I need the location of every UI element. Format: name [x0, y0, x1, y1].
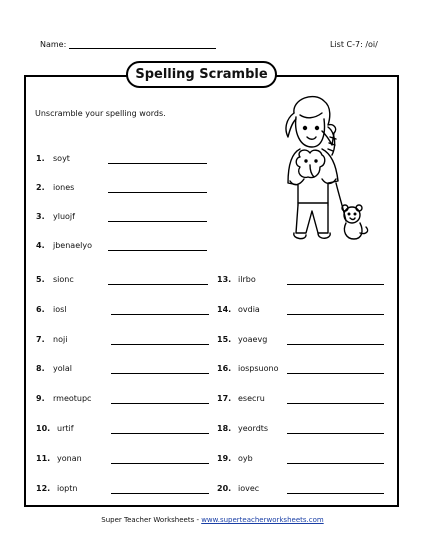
scrambled-word: rmeotupc: [53, 394, 92, 403]
answer-line[interactable]: [287, 373, 384, 374]
answer-line[interactable]: [111, 344, 209, 345]
name-label: Name:: [40, 40, 67, 49]
scramble-item-6: [36, 305, 211, 317]
scrambled-word: iovec: [238, 484, 260, 493]
answer-line[interactable]: [287, 284, 384, 285]
footer-prefix: Super Teacher Worksheets -: [101, 516, 202, 524]
scramble-item-4: [36, 241, 211, 253]
instructions: Unscramble your spelling words.: [35, 109, 166, 118]
answer-line[interactable]: [108, 221, 207, 222]
footer: [0, 516, 425, 524]
scrambled-word: ilrbo: [238, 275, 256, 284]
item-number: 6.: [36, 305, 45, 314]
scrambled-word: iosl: [53, 305, 67, 314]
scramble-item-19: [217, 454, 387, 466]
scrambled-word: yolal: [53, 364, 72, 373]
item-number: 4.: [36, 241, 45, 250]
scramble-item-2: [36, 183, 211, 195]
answer-line[interactable]: [287, 463, 384, 464]
girl-holding-toys-icon: [266, 93, 374, 250]
item-number: 12.: [36, 484, 51, 493]
answer-line[interactable]: [108, 192, 207, 193]
scrambled-word: urtif: [57, 424, 74, 433]
answer-line[interactable]: [108, 163, 207, 164]
item-number: 13.: [217, 275, 232, 284]
title-text: Spelling Scramble: [135, 67, 268, 82]
item-number: 15.: [217, 335, 232, 344]
scrambled-word: ioptn: [57, 484, 78, 493]
scrambled-word: yonan: [57, 454, 82, 463]
item-number: 3.: [36, 212, 45, 221]
scrambled-word: yeordts: [238, 424, 269, 433]
scramble-item-7: [36, 335, 211, 347]
answer-line[interactable]: [287, 344, 384, 345]
item-number: 18.: [217, 424, 232, 433]
answer-line[interactable]: [111, 373, 209, 374]
item-number: 16.: [217, 364, 232, 373]
scramble-item-13: [217, 275, 387, 287]
answer-line[interactable]: [287, 433, 384, 434]
item-number: 17.: [217, 394, 232, 403]
scrambled-word: soyt: [53, 154, 70, 163]
item-number: 20.: [217, 484, 232, 493]
scramble-item-10: [36, 424, 211, 436]
scrambled-word: noji: [53, 335, 68, 344]
scramble-item-12: [36, 484, 211, 496]
scrambled-word: jbenaelyo: [53, 241, 92, 250]
item-number: 7.: [36, 335, 45, 344]
scrambled-word: esecru: [238, 394, 265, 403]
scramble-item-11: [36, 454, 211, 466]
item-number: 5.: [36, 275, 45, 284]
item-number: 1.: [36, 154, 45, 163]
scramble-item-8: [36, 364, 211, 376]
scramble-item-9: [36, 394, 211, 406]
answer-line[interactable]: [111, 314, 209, 315]
answer-line[interactable]: [111, 403, 209, 404]
scrambled-word: yoaevg: [238, 335, 268, 344]
scrambled-word: iones: [53, 183, 75, 192]
answer-line[interactable]: [111, 433, 209, 434]
item-number: 2.: [36, 183, 45, 192]
scramble-item-16: [217, 364, 387, 376]
scrambled-word: yluojf: [53, 212, 75, 221]
scramble-item-15: [217, 335, 387, 347]
item-number: 9.: [36, 394, 45, 403]
worksheet-title: [126, 61, 277, 88]
answer-line[interactable]: [108, 284, 208, 285]
item-number: 14.: [217, 305, 232, 314]
scramble-item-5: [36, 275, 211, 287]
scrambled-word: oyb: [238, 454, 253, 463]
scrambled-word: iospsuono: [238, 364, 279, 373]
scramble-item-1: [36, 154, 211, 166]
scramble-item-14: [217, 305, 387, 317]
answer-line[interactable]: [111, 493, 209, 494]
item-number: 19.: [217, 454, 232, 463]
item-number: 8.: [36, 364, 45, 373]
list-label: List C-7: /oi/: [330, 40, 378, 49]
answer-line[interactable]: [287, 493, 384, 494]
answer-line[interactable]: [287, 403, 384, 404]
footer-link[interactable]: www.superteacherworksheets.com: [201, 516, 324, 524]
scrambled-word: sionc: [53, 275, 74, 284]
answer-line[interactable]: [111, 463, 209, 464]
item-number: 10.: [36, 424, 51, 433]
answer-line[interactable]: [108, 250, 207, 251]
answer-line[interactable]: [287, 314, 384, 315]
scramble-item-3: [36, 212, 211, 224]
item-number: 11.: [36, 454, 51, 463]
scrambled-word: ovdia: [238, 305, 260, 314]
name-input-line[interactable]: [69, 48, 216, 49]
scramble-item-18: [217, 424, 387, 436]
scramble-item-17: [217, 394, 387, 406]
scramble-item-20: [217, 484, 387, 496]
